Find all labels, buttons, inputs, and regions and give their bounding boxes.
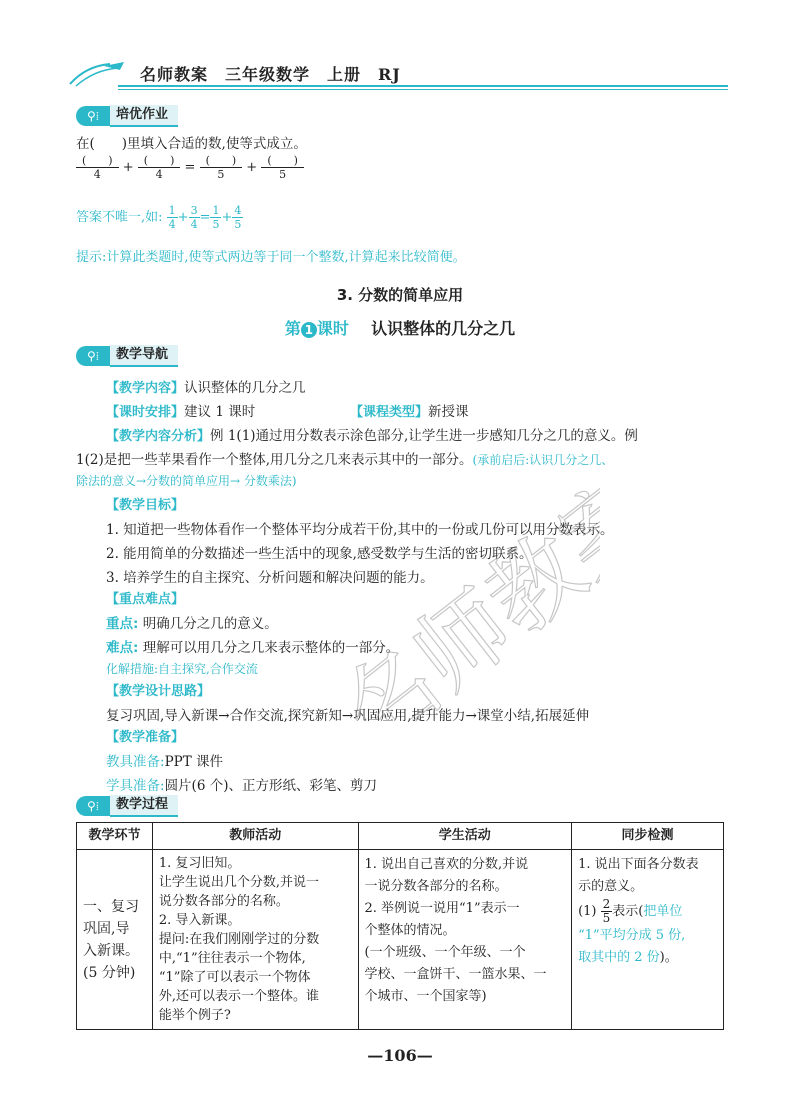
location-pin-icon: ⚲⁞ [76,796,110,816]
guide-prep-label: 【教学准备】 [106,730,185,745]
page-number: —106— [367,1046,433,1065]
fraction: $\frac{( )}{4}$ [76,154,119,181]
fraction: $\frac{( )}{5}$ [261,154,304,181]
guide-analysis-2: 1(2)是把一些苹果看作一个整体,用几分之几来表示其中的一部分。(承前启后:认识几分之几、 [76,452,614,468]
student-cell: 1. 说出自己喜欢的分数,并说 一说分数各部分的名称。 2. 举例说一说用“1”表示一 个整体的情况。 (一个班级、一个年级、一个 学校、一盒饼干、一篮水果、一 个城市、一个国家等) [358,850,572,1030]
stage-cell: 一、复习 巩固,导 入新课。 (5 分钟) [77,850,153,1030]
guide-content: 【教学内容】认识整体的几分之几 [106,380,306,396]
process-table [76,822,724,1030]
guide-analysis-3: 除法的意义→分数的简单应用→ 分数乘法) [76,474,297,488]
section-title: 3. 分数的简单应用 [336,286,464,304]
table-header: 学生活动 [358,823,572,850]
key-point: 重点: 明确几分之几的意义。 [106,616,278,632]
guide-analysis: 【教学内容分析】例 1(1)通过用分数表示涂色部分,让学生进一步感知几分之几的意义。例 [106,428,638,444]
homework-hint: 提示:计算此类题时,使等式两边等于同一个整数,计算起来比较简便。 [76,250,466,265]
header-rule [118,85,728,87]
table-row [77,850,724,1030]
teaching-tools: 教具准备:PPT 课件 [106,754,224,770]
goal-item: 1. 知道把一些物体看作一个整体平均分成若干份,其中的一份或几份可以用分数表示。 [106,522,614,538]
homework-question: 在( )里填入合适的数,使等式成立。 [76,136,307,152]
resolve-measures: 化解措施:自主探究,合作交流 [106,662,258,676]
homework-badge: ⚲⁞ 培优作业 [76,106,178,126]
fraction: $\frac{( )}{5}$ [200,154,243,181]
fraction: $\frac{( )}{4}$ [138,154,181,181]
check-cell: 1. 说出下面各分数表 示的意义。 (1) $\frac{2}{5}$ 表示(把单位 “1”平均分成 5 份, 取其中的 2 份)。 [572,850,724,1030]
location-pin-icon: ⚲⁞ [76,346,110,366]
guide-type: 【课程类型】新授课 [350,404,469,420]
table-header: 教师活动 [152,823,358,850]
guide-design-label: 【教学设计思路】 [106,684,211,699]
table-header-row [77,823,724,850]
guide-goals-label: 【教学目标】 [106,498,185,513]
goal-item: 3. 培养学生的自主探究、分析问题和解决问题的能力。 [106,570,434,586]
guide-key-label: 【重点难点】 [106,592,185,607]
table-header: 同步检测 [572,823,724,850]
table-header: 教学环节 [77,823,153,850]
guide-schedule: 【课时安排】建议 1 课时 [106,404,256,420]
guide-design: 复习巩固,导入新课→合作交流,探究新知→巩固应用,提升能力→课堂小结,拓展延伸 [106,708,590,724]
teacher-cell: 1. 复习旧知。 让学生说出几个分数,并说一 说分数各部分的名称。 2. 导入新课。 提问:在我们刚刚学过的分数 中,“1”往往表示一个物体, “1”除了可以表示一个物体 外,还可以表示一个整体。谁 能举个例子? [152,850,358,1030]
homework-equation: $\frac{( )}{4}$ + $\frac{( )}{4}$ = $\frac{( )}{5}$ + $\frac{( )}{5}$ [76,154,304,181]
goal-item: 2. 能用简单的分数描述一些生活中的现象,感受数学与生活的密切联系。 [106,546,533,562]
lesson-title: 第 1 课时 认识整体的几分之几 [284,319,516,338]
guide-badge: ⚲⁞ 教学导航 [76,346,178,366]
process-badge: ⚲⁞ 教学过程 [76,796,178,816]
header-rule-thin [118,89,728,90]
svg-text:名师教案: 名师教案 [321,457,600,720]
difficulty: 难点: 理解可以用几分之几来表示整体的一部分。 [106,640,400,656]
header-title: 名师教案 三年级数学 上册 RJ [140,65,401,84]
lesson-number-circle: 1 [301,322,317,338]
student-tools: 学具准备:圆片(6 个)、正方形纸、彩笔、剪刀 [106,778,377,794]
location-pin-icon: ⚲⁞ [76,106,110,126]
homework-answer: 答案不唯一,如: $\frac{1}{4}$ + $\frac{3}{4}$ = $\frac{1}{5}$ + $\frac{4}{5}$ [76,204,242,231]
